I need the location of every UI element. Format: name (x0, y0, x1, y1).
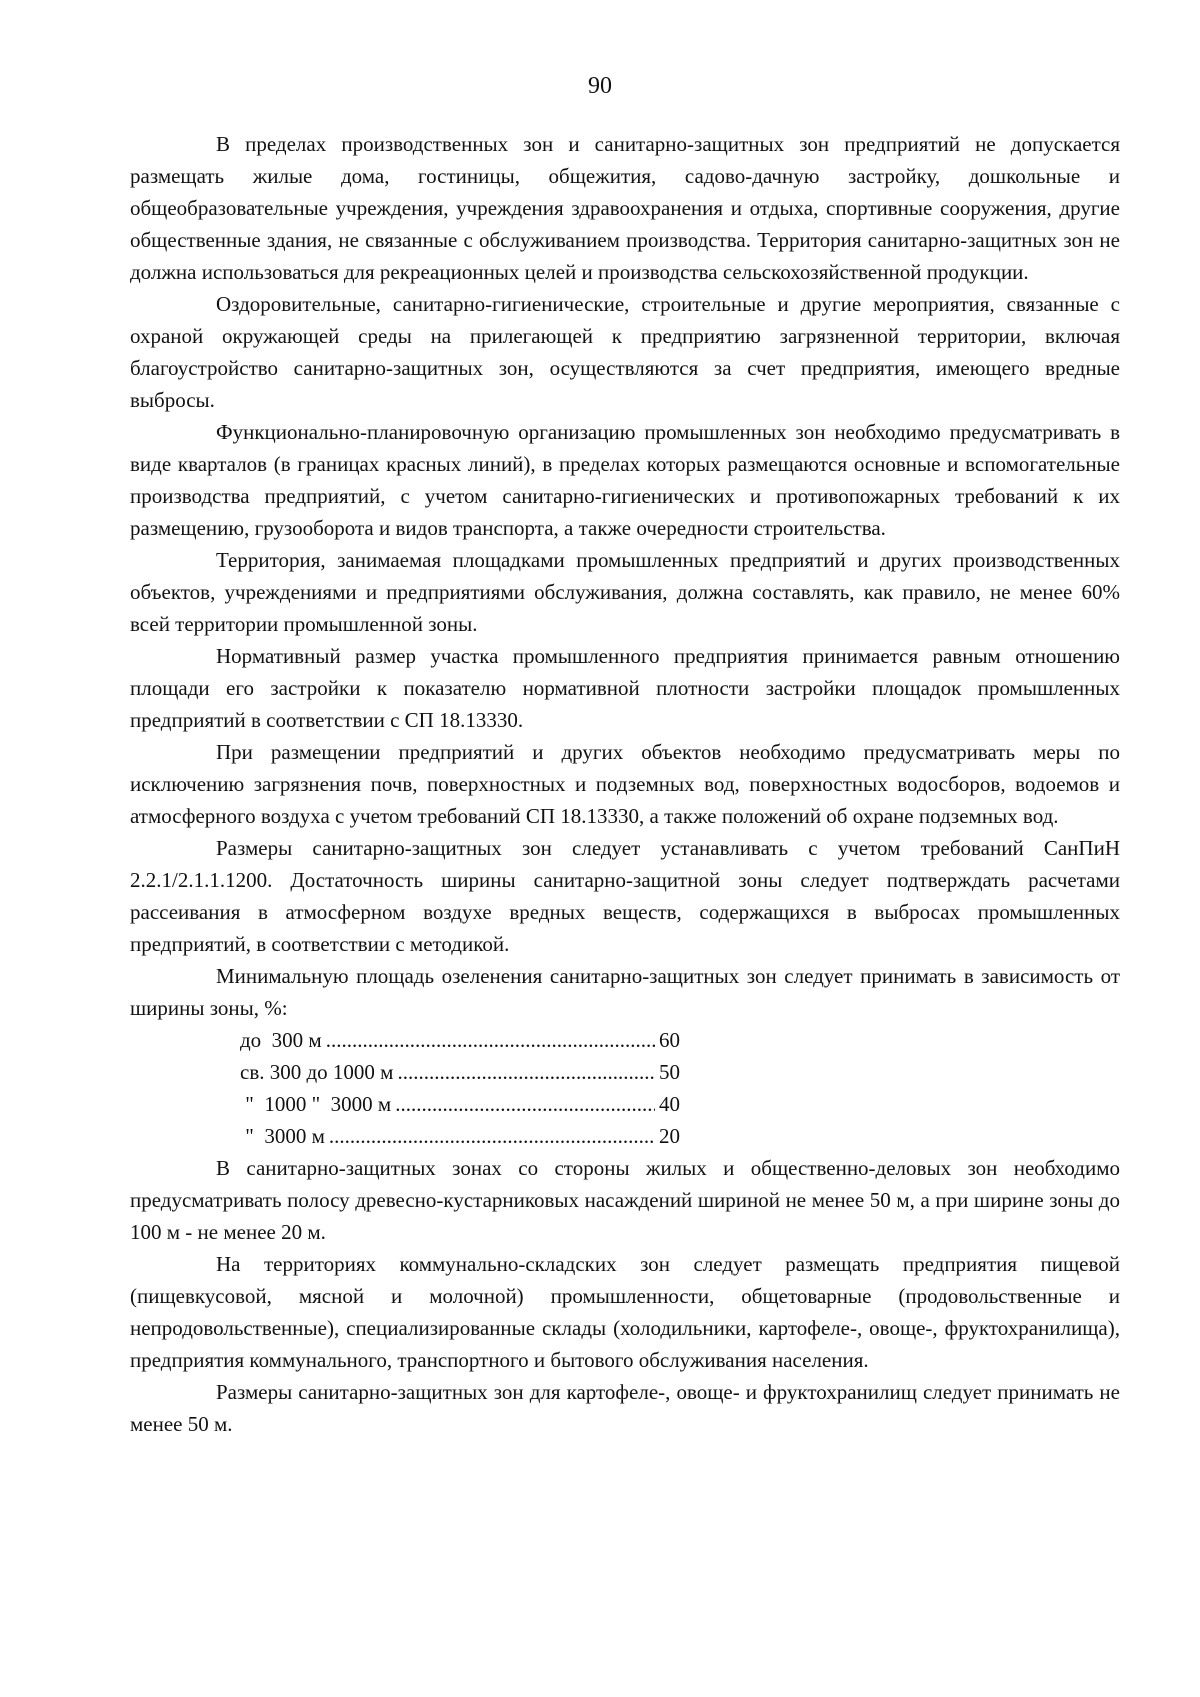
list-item (240, 1024, 680, 1056)
paragraph: Нормативный размер участка промышленного предприятия принимается равным отношению площади его застройки к показателю нормативной плотности застройки площадок промышленных предприятий в соответствии с СП 18.13330. (130, 644, 1120, 732)
list-item-label: " 3000 м (240, 1124, 325, 1148)
dot-leader (329, 1120, 655, 1152)
list-item-label: " 1000 " 3000 м (240, 1092, 392, 1116)
paragraph: Минимальную площадь озеленения санитарно-защитных зон следует принимать в зависимость от ширины зоны, %: (130, 964, 1120, 1020)
paragraph: При размещении предприятий и других объектов необходимо предусматривать меры по исключению загрязнения почв, поверхностных и подземных вод, поверхностных водосборов, водоемов и атмосферного воздуха с учетом требований СП 18.13330, а также положений об охране подземных вод. (130, 740, 1120, 828)
list-item-label: св. 300 до 1000 м (240, 1060, 394, 1084)
paragraph: Размеры санитарно-защитных зон следует устанавливать с учетом требований СанПиН 2.2.1/2.1.1.1200. Достаточность ширины санитарно-защитной зоны следует подтверждать расчетами рассеивания в атмосферном воздухе вредных веществ, содержащихся в выбросах промышленных предприятий, в соответствии с методикой. (130, 836, 1120, 956)
list-item (240, 1088, 680, 1120)
paragraph: Размеры санитарно-защитных зон для картофеле-, овоще- и фруктохранилищ следует принимать не менее 50 м. (130, 1380, 1120, 1436)
paragraph: В санитарно-защитных зонах со стороны жилых и общественно-деловых зон необходимо предусматривать полосу древесно-кустарниковых насаждений шириной не менее 50 м, а при ширине зоны до 100 м - не менее 20 м. (130, 1156, 1120, 1244)
dot-leader (395, 1088, 655, 1120)
list-item-label: до 300 м (240, 1028, 322, 1052)
list-item-value: 50 (659, 1060, 680, 1084)
paragraph: На территориях коммунально-складских зон следует размещать предприятия пищевой (пищевкусовой, мясной и молочной) промышленности, общетоварные (продовольственные и непродовольственные), специализированные склады (холодильники, картофеле-, овоще-, фруктохранилища), предприятия коммунального, транспортного и бытового обслуживания населения. (130, 1252, 1120, 1372)
list-item-value: 40 (659, 1092, 680, 1116)
paragraph: Оздоровительные, санитарно-гигиенические, строительные и другие мероприятия, связанные с охраной окружающей среды на прилегающей к предприятию загрязненной территории, включая благоустройство санитарно-защитных зон, осуществляются за счет предприятия, имеющего вредные выбросы. (130, 292, 1120, 412)
dot-leader (397, 1056, 655, 1088)
list-item (240, 1056, 680, 1088)
dot-leader (326, 1024, 655, 1056)
greening-width-list (130, 1024, 1120, 1152)
paragraph: Функционально-планировочную организацию промышленных зон необходимо предусматривать в виде кварталов (в границах красных линий), в пределах которых размещаются основные и вспомогательные производства предприятий, с учетом санитарно-гигиенических и противопожарных требований к их размещению, грузооборота и видов транспорта, а также очередности строительства. (130, 420, 1120, 540)
paragraph: В пределах производственных зон и санитарно-защитных зон предприятий не допускается размещать жилые дома, гостиницы, общежития, садово-дачную застройку, дошкольные и общеобразовательные учреждения, учреждения здравоохранения и отдыха, спортивные сооружения, другие общественные здания, не связанные с обслуживанием производства. Территория санитарно-защитных зон не должна использоваться для рекреационных целей и производства сельскохозяйственной продукции. (130, 132, 1120, 284)
list-item-value: 60 (659, 1028, 680, 1052)
list-item (240, 1120, 680, 1152)
paragraph: Территория, занимаемая площадками промышленных предприятий и других производственных объектов, учреждениями и предприятиями обслуживания, должна составлять, как правило, не менее 60% всей территории промышленной зоны. (130, 548, 1120, 636)
page-number: 90 (588, 73, 612, 99)
document-body (130, 128, 1120, 1440)
list-item-value: 20 (659, 1124, 680, 1148)
